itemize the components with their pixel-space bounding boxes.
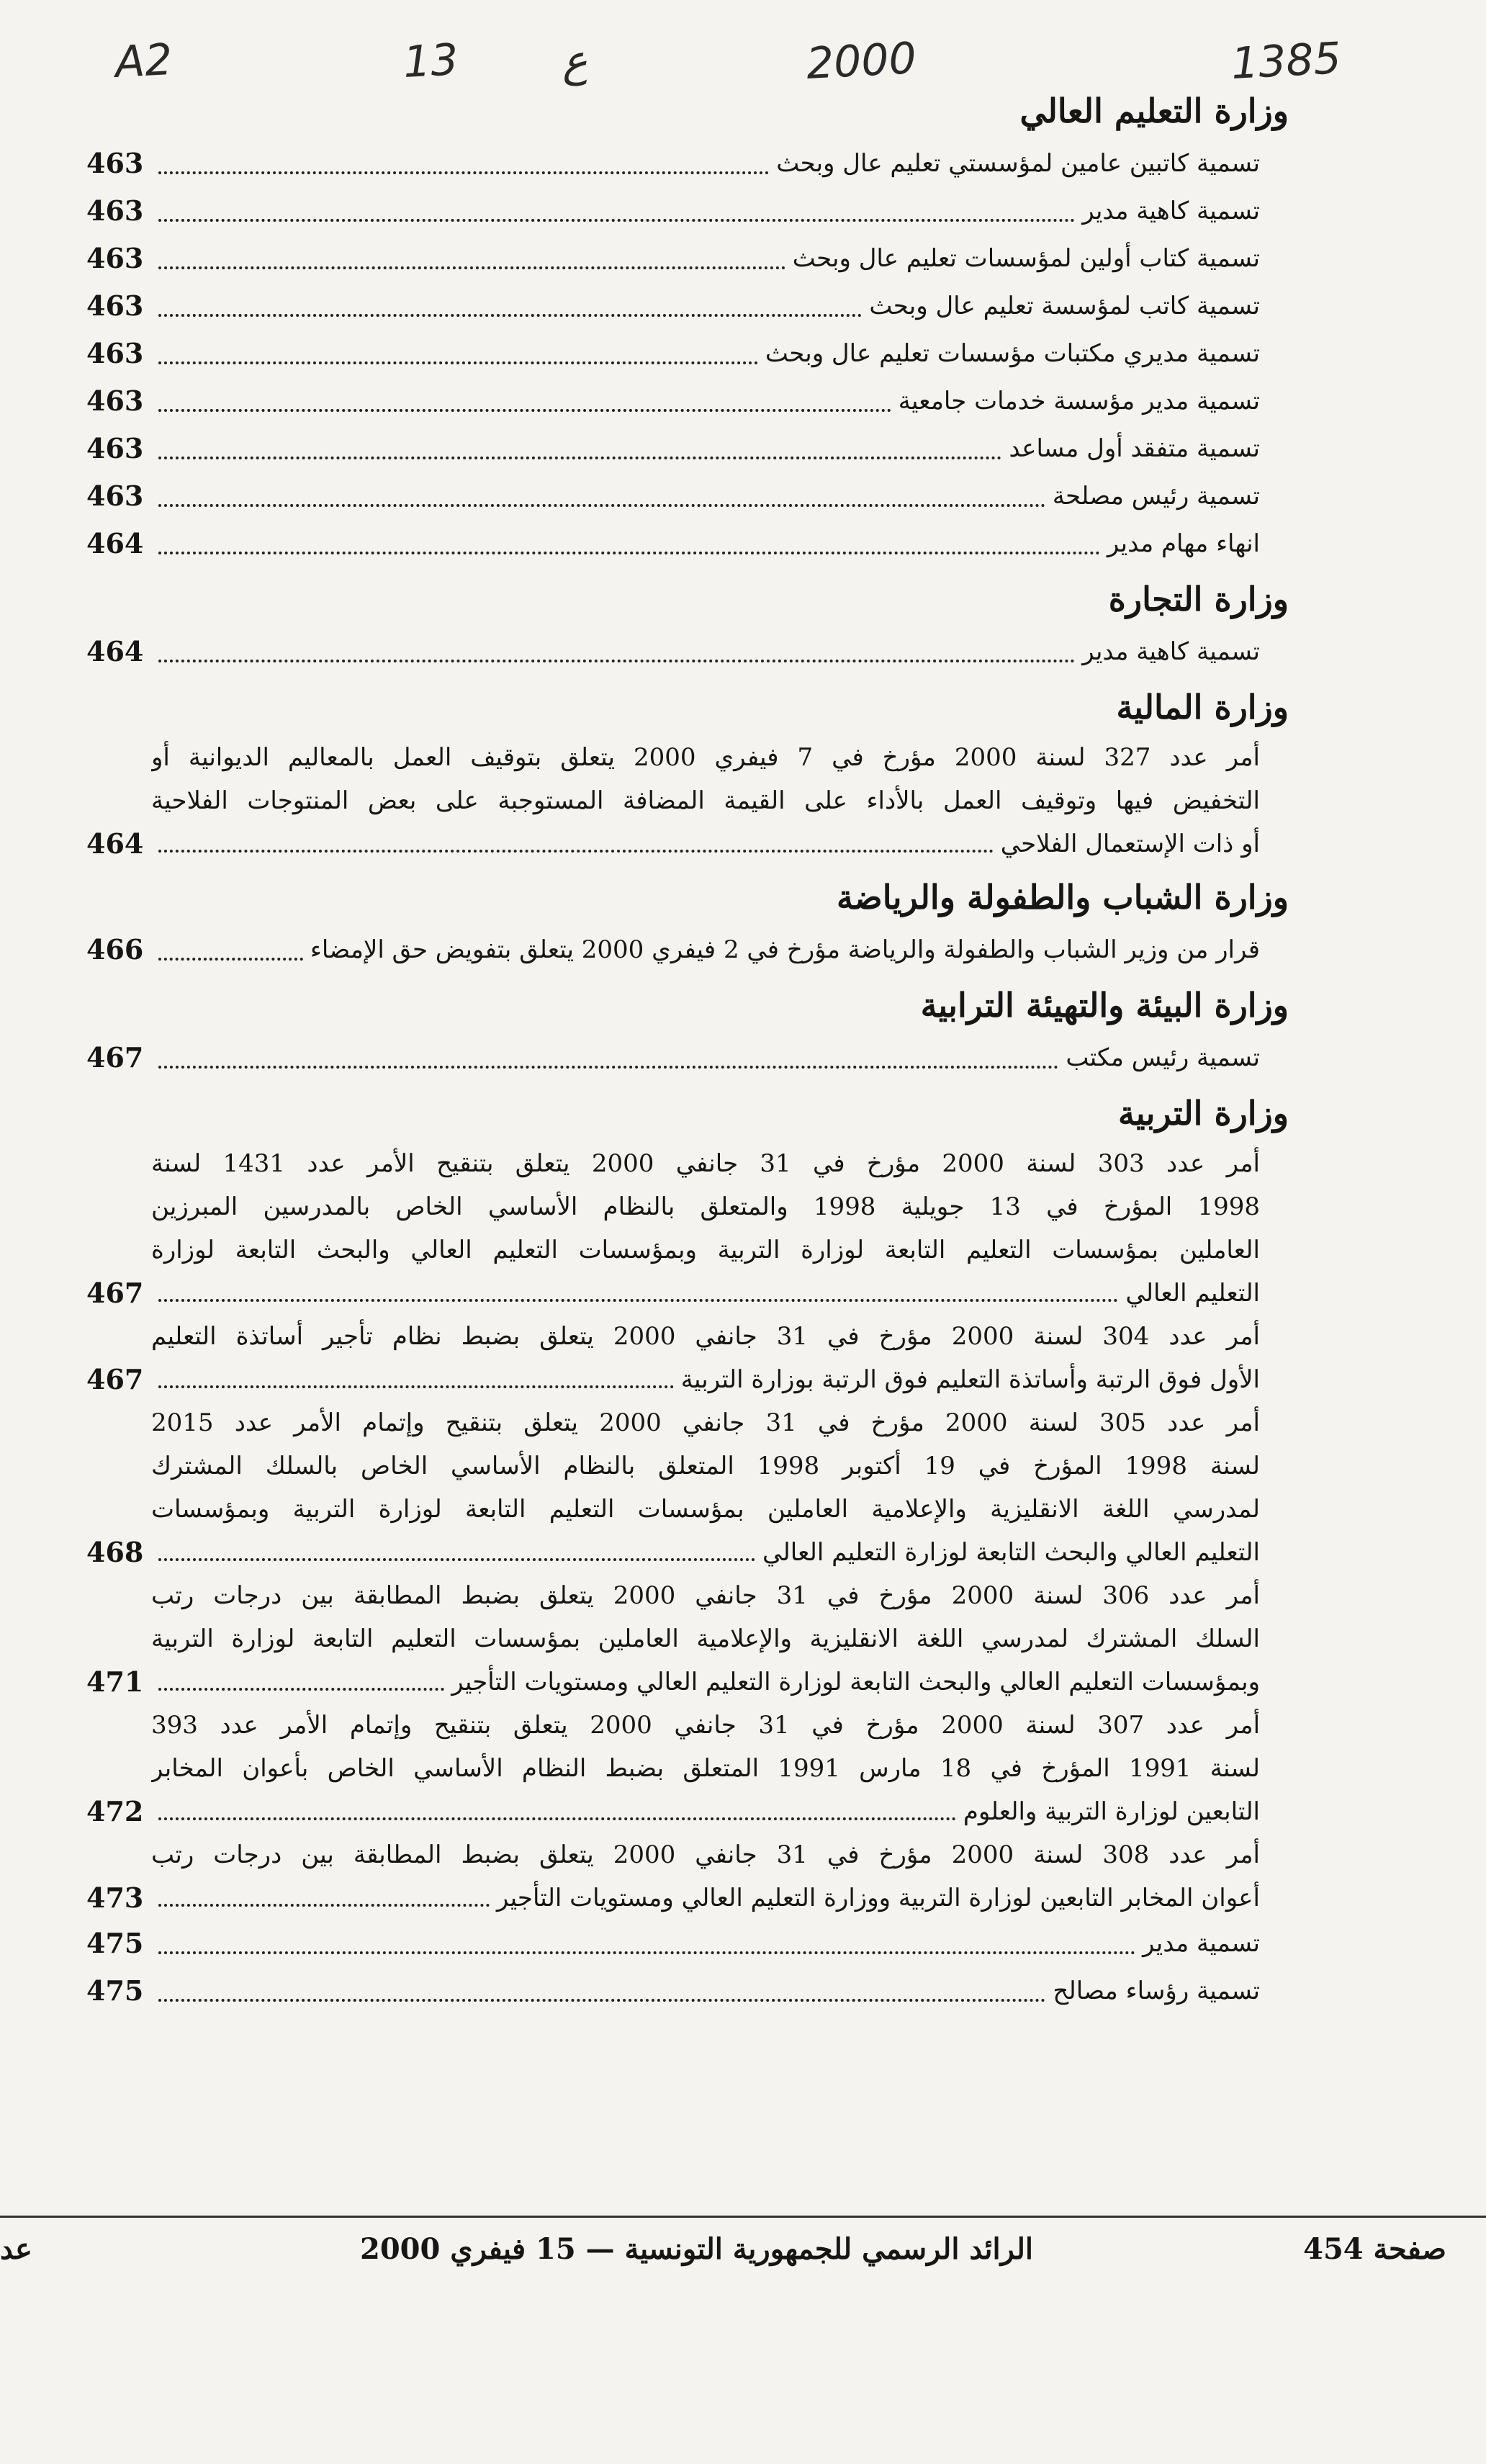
dot-leader — [158, 171, 769, 174]
section-title: وزارة المالية — [1116, 688, 1289, 727]
entry-page-number: 463 — [86, 289, 144, 322]
decree-line: أمر عدد 305 لسنة 2000 مؤرخ في 31 جانفي 2000 يتعلق بتنقيح وإتمام الأمر عدد 2015 — [151, 1408, 1260, 1437]
decree-last-line — [86, 1531, 1260, 1574]
entry-title: تسمية رئيس مصلحة — [1052, 482, 1260, 511]
page-number: صفحة 454 — [1303, 2232, 1446, 2266]
entry-page-number: 466 — [86, 933, 144, 966]
entry-page-number: 464 — [86, 827, 144, 860]
handwritten-note: 1385 — [1230, 33, 1343, 89]
dot-leader — [158, 660, 1075, 662]
entry-page-number: 463 — [86, 337, 144, 369]
toc-entry — [86, 1920, 1260, 1967]
entry-page-number: 464 — [86, 635, 144, 667]
entry-title: تسمية متفقد أول مساعد — [1009, 434, 1260, 463]
dot-leader — [158, 504, 1045, 507]
entry-title: انهاء مهام مدير — [1107, 529, 1260, 558]
decree-line: الأول فوق الرتبة وأساتذة التعليم فوق الرتبة بوزارة التربية — [680, 1365, 1260, 1394]
toc-entry — [86, 472, 1260, 520]
decree-last-line — [86, 1272, 1260, 1315]
entry-page-number: 475 — [86, 1927, 144, 1959]
decree-line: لسنة 1991 المؤرخ في 18 مارس 1991 المتعلق بضبط النظام الأساسي الخاص بأعوان المخابر — [151, 1754, 1260, 1783]
dot-leader — [158, 1817, 956, 1820]
section-title: وزارة التجارة — [1108, 580, 1289, 619]
dot-leader — [158, 1558, 755, 1561]
section-title: وزارة التربية — [1118, 1094, 1289, 1133]
decree-line: لسنة 1998 المؤرخ في 19 أكتوبر 1998 المتعلق بالنظام الأساسي الخاص بالسلك المشترك — [151, 1452, 1260, 1480]
handwritten-note: ع — [560, 35, 589, 87]
toc-entry — [86, 187, 1260, 235]
decree-last-line — [86, 1876, 1260, 1920]
toc-entry — [86, 282, 1260, 330]
gazette-title: الرائد الرسمي للجمهورية التونسية — 15 فيفري 2000 — [360, 2232, 1033, 2266]
section-title: وزارة التعليم العالي — [1019, 91, 1289, 130]
entry-page-number: 467 — [86, 1277, 144, 1309]
entry-title: تسمية رئيس مكتب — [1066, 1043, 1260, 1072]
dot-leader — [158, 1299, 1118, 1302]
entry-title: تسمية كاتبين عامين لمؤسستي تعليم عال وبحث — [776, 149, 1260, 178]
decree-line: أمر عدد 306 لسنة 2000 مؤرخ في 31 جانفي 2000 يتعلق بضبط المطابقة بين درجات رتب — [151, 1581, 1260, 1610]
entry-page-number: 467 — [86, 1363, 144, 1395]
handwritten-note: 13 — [402, 35, 460, 88]
decree-line: أمر عدد 303 لسنة 2000 مؤرخ في 31 جانفي 2000 يتعلق بتنقيح الأمر عدد 1431 لسنة — [151, 1149, 1260, 1178]
dot-leader — [158, 266, 785, 269]
entry-page-number: 463 — [86, 480, 144, 512]
decree-line: العاملين بمؤسسات التعليم التابعة لوزارة التربية وبمؤسسات التعليم العالي والبحث التابعة لوزارة — [151, 1236, 1260, 1264]
toc-entry — [86, 628, 1260, 675]
decree-line: التعليم العالي والبحث التابعة لوزارة التعليم العالي — [762, 1538, 1260, 1567]
entry-page-number: 471 — [86, 1665, 144, 1698]
decree-line: أو ذات الإستعمال الفلاحي — [1000, 829, 1260, 858]
entry-page-number: 463 — [86, 194, 144, 227]
decree-last-line — [86, 1358, 1260, 1401]
decree-entry — [86, 1833, 1260, 1920]
toc-entry — [86, 377, 1260, 425]
footer-divider — [0, 2216, 1486, 2218]
section-title: وزارة البيئة والتهيئة الترابية — [920, 986, 1289, 1025]
decree-entry — [86, 736, 1260, 865]
decree-entry — [86, 1574, 1260, 1704]
entry-title: تسمية كتاب أولين لمؤسسات تعليم عال وبحث — [792, 244, 1260, 273]
entry-title: تسمية كاهية مدير — [1082, 197, 1260, 225]
decree-line: لمدرسي اللغة الانقليزية والإعلامية العاملين بمؤسسات التعليم التابعة لوزارة التربية وبمؤسسات — [151, 1495, 1260, 1524]
toc-entry — [86, 235, 1260, 282]
decree-entry — [86, 1704, 1260, 1833]
dot-leader — [158, 1951, 1135, 1954]
toc-entry — [86, 140, 1260, 187]
handwritten-note: A2 — [114, 34, 174, 89]
decree-last-line — [86, 1790, 1260, 1833]
handwritten-note: 2000 — [805, 33, 918, 89]
toc-entry — [86, 1034, 1260, 1082]
table-of-contents — [86, 79, 1289, 2015]
section-title: وزارة الشباب والطفولة والرياضة — [837, 878, 1289, 917]
decree-line: 1998 المؤرخ في 13 جويلية 1998 والمتعلق بالنظام الأساسي الخاص بالمدرسين المبرزين — [151, 1192, 1260, 1221]
entry-page-number: 463 — [86, 432, 144, 464]
toc-entry — [86, 1967, 1260, 2015]
entry-page-number: 463 — [86, 385, 144, 417]
decree-entry — [86, 1315, 1260, 1401]
entry-title: تسمية كاتب لمؤسسة تعليم عال وبحث — [869, 292, 1260, 320]
dot-leader — [158, 850, 994, 853]
dot-leader — [158, 409, 891, 412]
decree-line: التابعين لوزارة التربية والعلوم — [963, 1797, 1260, 1826]
decree-entry — [86, 1142, 1260, 1315]
toc-entry — [86, 425, 1260, 472]
decree-line: أمر عدد 307 لسنة 2000 مؤرخ في 31 جانفي 2000 يتعلق بتنقيح وإتمام الأمر عدد 393 — [151, 1711, 1260, 1740]
dot-leader — [158, 1688, 444, 1691]
entry-title: تسمية رؤساء مصالح — [1053, 1977, 1260, 2005]
dot-leader — [158, 958, 303, 961]
dot-leader — [158, 1999, 1045, 2002]
decree-line: التعليم العالي — [1125, 1279, 1260, 1308]
entry-page-number: 464 — [86, 527, 144, 559]
entry-page-number: 467 — [86, 1041, 144, 1074]
decree-line: وبمؤسسات التعليم العالي والبحث التابعة لوزارة التعليم العالي ومستويات التأجير — [451, 1668, 1260, 1696]
dot-leader — [158, 552, 1100, 554]
decree-line: السلك المشترك لمدرسي اللغة الانقليزية والإعلامية العاملين بمؤسسات التعليم التابعة لوزارة التربية — [151, 1624, 1260, 1653]
decree-entry — [86, 1401, 1260, 1574]
entry-page-number: 472 — [86, 1795, 144, 1827]
dot-leader — [158, 361, 758, 364]
dot-leader — [158, 457, 1001, 459]
dot-leader — [158, 219, 1075, 222]
dot-leader — [158, 1066, 1058, 1069]
entry-title: قرار من وزير الشباب والطفولة والرياضة مؤرخ في 2 فيفري 2000 يتعلق بتفويض حق الإمضاء — [310, 935, 1260, 964]
entry-title: تسمية مدير مؤسسة خدمات جامعية — [898, 387, 1260, 415]
toc-entry — [86, 926, 1260, 974]
decree-line: أمر عدد 304 لسنة 2000 مؤرخ في 31 جانفي 2000 يتعلق بضبط نظام تأجير أساتذة التعليم — [151, 1322, 1260, 1351]
entry-title: تسمية مدير — [1142, 1929, 1260, 1958]
entry-title: تسمية مديري مكتبات مؤسسات تعليم عال وبحث — [765, 339, 1260, 368]
edge-text: عد — [0, 2232, 32, 2266]
dot-leader — [158, 314, 862, 317]
decree-line: أعوان المخابر التابعين لوزارة التربية ووزارة التعليم العالي ومستويات التأجير — [496, 1884, 1260, 1912]
entry-page-number: 463 — [86, 242, 144, 274]
toc-entry — [86, 330, 1260, 377]
dot-leader — [158, 1385, 674, 1388]
decree-line: أمر عدد 308 لسنة 2000 مؤرخ في 31 جانفي 2000 يتعلق بضبط المطابقة بين درجات رتب — [151, 1840, 1260, 1869]
entry-page-number: 475 — [86, 1974, 144, 2007]
decree-line: أمر عدد 327 لسنة 2000 مؤرخ في 7 فيفري 2000 يتعلق بتوقيف العمل بالمعاليم الديوانية أو — [151, 743, 1260, 772]
entry-page-number: 473 — [86, 1881, 144, 1914]
toc-entry — [86, 520, 1260, 567]
decree-last-line — [86, 822, 1260, 865]
entry-page-number: 463 — [86, 147, 144, 179]
entry-title: تسمية كاهية مدير — [1082, 637, 1260, 666]
decree-last-line — [86, 1660, 1260, 1704]
decree-line: التخفيض فيها وتوقيف العمل بالأداء على القيمة المضافة المستوجبة على بعض المنتوجات الفلاحية — [151, 786, 1260, 815]
entry-page-number: 468 — [86, 1536, 144, 1568]
page-footer — [0, 2225, 1486, 2283]
dot-leader — [158, 1904, 490, 1907]
